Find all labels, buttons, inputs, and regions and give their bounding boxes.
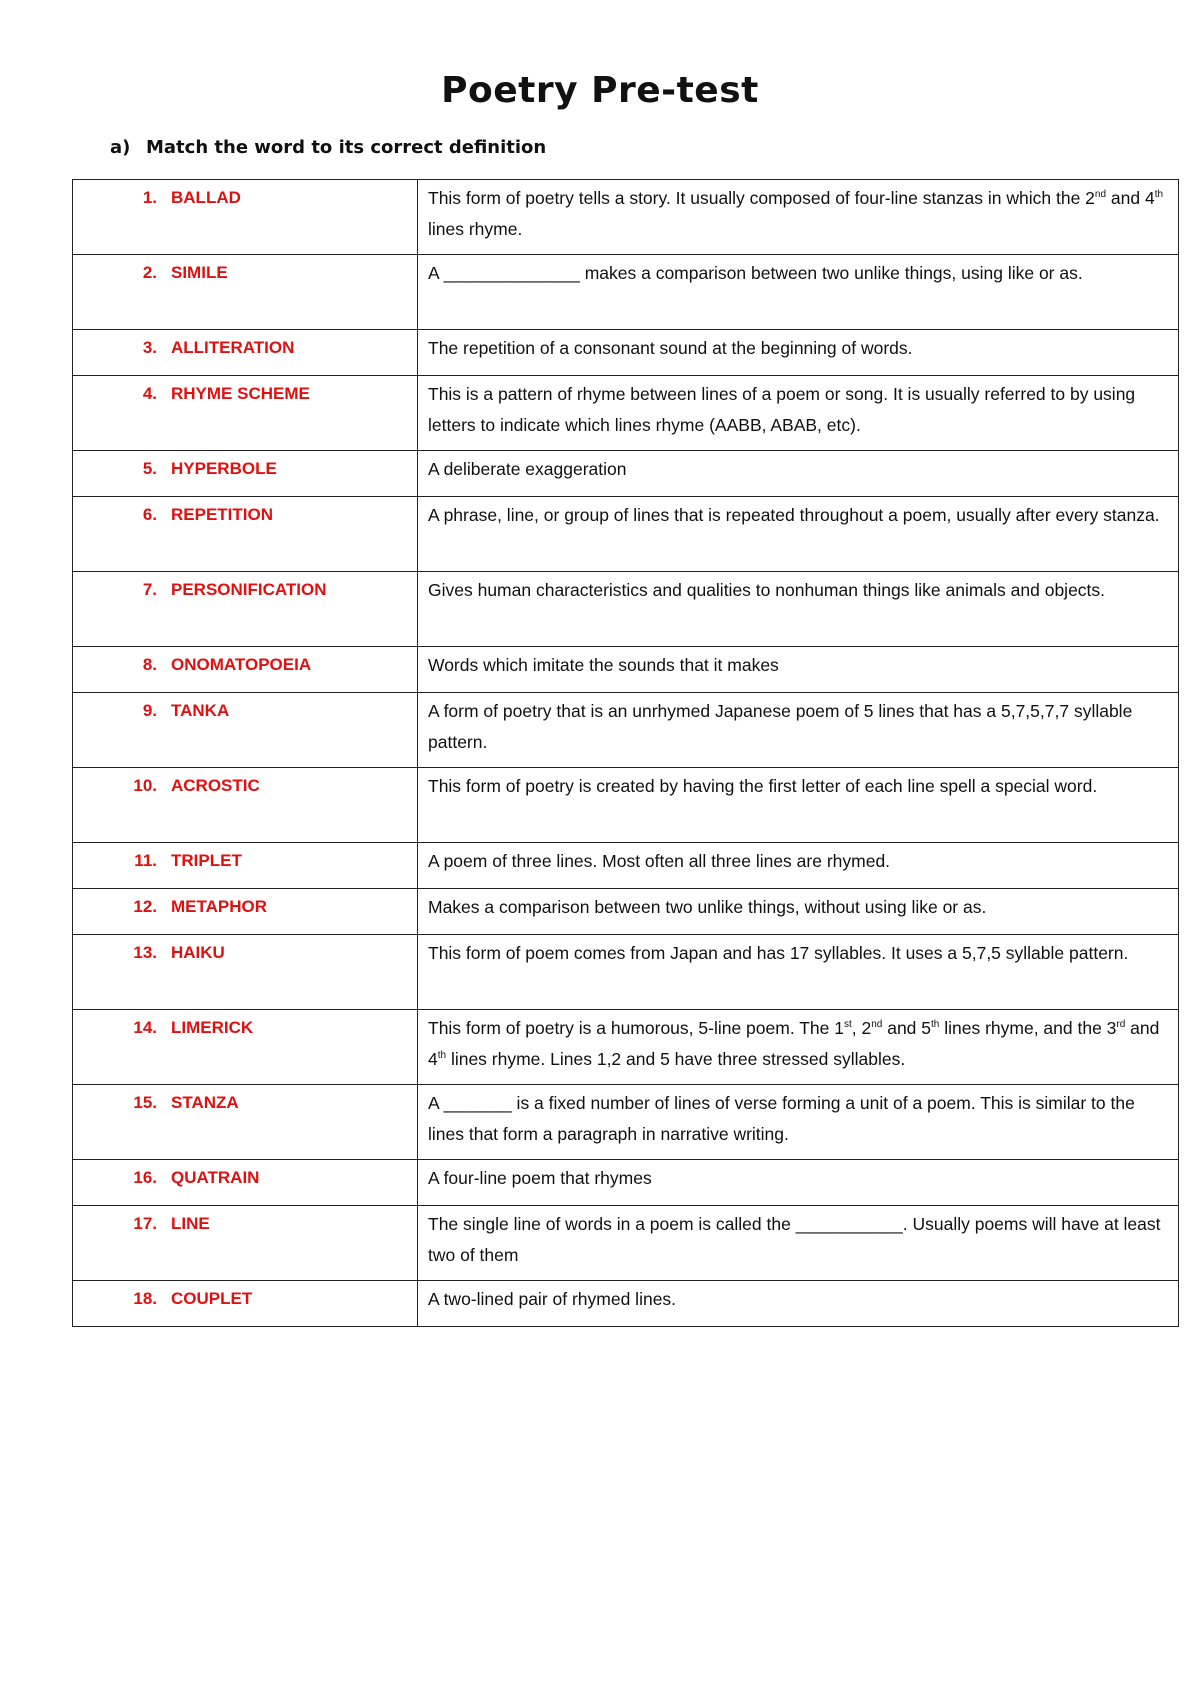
term-label: LIMERICK xyxy=(171,1018,254,1037)
term-number: 7. xyxy=(142,580,157,599)
definition-cell: This is a pattern of rhyme between lines of a poem or song. It is usually referred to by using letters to indicate which lines rhyme (AABB, ABAB, etc). xyxy=(418,376,1179,451)
table-row xyxy=(73,1085,1179,1160)
definition-cell: A two-lined pair of rhymed lines. xyxy=(418,1281,1179,1327)
term-cell xyxy=(73,572,418,647)
term-cell xyxy=(73,376,418,451)
term-cell xyxy=(73,1160,418,1206)
definition-cell: This form of poem comes from Japan and has 17 syllables. It uses a 5,7,5 syllable pattern. xyxy=(418,935,1179,1010)
table-row xyxy=(73,572,1179,647)
term-number: 12. xyxy=(133,897,157,916)
term-label: LINE xyxy=(171,1214,210,1233)
term-cell xyxy=(73,330,418,376)
definition-cell: A four-line poem that rhymes xyxy=(418,1160,1179,1206)
term-cell xyxy=(73,255,418,330)
term-number: 5. xyxy=(142,459,157,478)
term-number: 13. xyxy=(133,943,157,962)
definition-cell: This form of poetry tells a story. It usually composed of four-line stanzas in which the 2nd and 4th lines rhyme. xyxy=(418,180,1179,255)
term-number: 6. xyxy=(142,505,157,524)
term-number: 16. xyxy=(133,1168,157,1187)
term-label: REPETITION xyxy=(171,505,274,524)
table-row xyxy=(73,889,1179,935)
term-label: BALLAD xyxy=(171,188,241,207)
table-row xyxy=(73,693,1179,768)
table-row xyxy=(73,255,1179,330)
term-number: 9. xyxy=(142,701,157,720)
definition-cell: A deliberate exaggeration xyxy=(418,451,1179,497)
term-label: ONOMATOPOEIA xyxy=(171,655,312,674)
term-number: 10. xyxy=(133,776,157,795)
term-label: STANZA xyxy=(171,1093,239,1112)
term-label: ALLITERATION xyxy=(171,338,295,357)
term-cell xyxy=(73,935,418,1010)
term-cell xyxy=(73,843,418,889)
term-cell xyxy=(73,180,418,255)
term-cell xyxy=(73,647,418,693)
term-cell xyxy=(73,497,418,572)
term-number: 8. xyxy=(142,655,157,674)
section-marker: a) xyxy=(110,137,131,158)
definition-cell: A _______ is a fixed number of lines of verse forming a unit of a poem. This is similar to the lines that form a paragraph in narrative writing. xyxy=(418,1085,1179,1160)
table-row xyxy=(73,451,1179,497)
page-title: Poetry Pre-test xyxy=(441,70,759,111)
section-heading xyxy=(110,137,546,158)
definition-cell: The repetition of a consonant sound at the beginning of words. xyxy=(418,330,1179,376)
term-label: METAPHOR xyxy=(171,897,268,916)
definition-cell: A form of poetry that is an unrhymed Japanese poem of 5 lines that has a 5,7,5,7,7 syllable pattern. xyxy=(418,693,1179,768)
table-row xyxy=(73,647,1179,693)
table-row xyxy=(73,330,1179,376)
definition-cell: A ______________ makes a comparison between two unlike things, using like or as. xyxy=(418,255,1179,330)
definition-cell: A poem of three lines. Most often all three lines are rhymed. xyxy=(418,843,1179,889)
table-row xyxy=(73,497,1179,572)
term-cell xyxy=(73,1010,418,1085)
term-label: HAIKU xyxy=(171,943,225,962)
table-row xyxy=(73,1206,1179,1281)
term-label: QUATRAIN xyxy=(171,1168,260,1187)
definition-cell: Words which imitate the sounds that it makes xyxy=(418,647,1179,693)
term-number: 4. xyxy=(142,384,157,403)
term-label: PERSONIFICATION xyxy=(171,580,327,599)
term-label: HYPERBOLE xyxy=(171,459,277,478)
term-label: ACROSTIC xyxy=(171,776,260,795)
table-row xyxy=(73,1160,1179,1206)
table-row xyxy=(73,1010,1179,1085)
definition-cell: This form of poetry is a humorous, 5-line poem. The 1st, 2nd and 5th lines rhyme, and the 3rd and 4th lines rhyme. Lines 1,2 and 5 have three stressed syllables. xyxy=(418,1010,1179,1085)
section-label: Match the word to its correct definition xyxy=(146,137,547,158)
table-row xyxy=(73,180,1179,255)
term-cell xyxy=(73,1206,418,1281)
term-number: 2. xyxy=(142,263,157,282)
term-label: RHYME SCHEME xyxy=(171,384,310,403)
term-label: TANKA xyxy=(171,701,230,720)
term-label: SIMILE xyxy=(171,263,228,282)
term-cell xyxy=(73,693,418,768)
term-cell xyxy=(73,1281,418,1327)
table-row xyxy=(73,768,1179,843)
term-number: 15. xyxy=(133,1093,157,1112)
table-row xyxy=(73,843,1179,889)
term-label: TRIPLET xyxy=(171,851,242,870)
table-row xyxy=(73,1281,1179,1327)
table-row xyxy=(73,935,1179,1010)
term-number: 3. xyxy=(142,338,157,357)
table-row xyxy=(73,376,1179,451)
term-cell xyxy=(73,1085,418,1160)
term-cell xyxy=(73,768,418,843)
term-cell xyxy=(73,889,418,935)
definition-cell: Makes a comparison between two unlike things, without using like or as. xyxy=(418,889,1179,935)
term-number: 1. xyxy=(142,188,157,207)
term-number: 17. xyxy=(133,1214,157,1233)
matching-table xyxy=(72,179,1179,1327)
term-cell xyxy=(73,451,418,497)
definition-cell: A phrase, line, or group of lines that is repeated throughout a poem, usually after every stanza. xyxy=(418,497,1179,572)
term-number: 14. xyxy=(133,1018,157,1037)
term-label: COUPLET xyxy=(171,1289,253,1308)
definition-cell: The single line of words in a poem is called the ___________. Usually poems will have at least two of them xyxy=(418,1206,1179,1281)
term-number: 11. xyxy=(134,851,157,870)
definition-cell: Gives human characteristics and qualities to nonhuman things like animals and objects. xyxy=(418,572,1179,647)
term-number: 18. xyxy=(133,1289,157,1308)
definition-cell: This form of poetry is created by having the first letter of each line spell a special word. xyxy=(418,768,1179,843)
